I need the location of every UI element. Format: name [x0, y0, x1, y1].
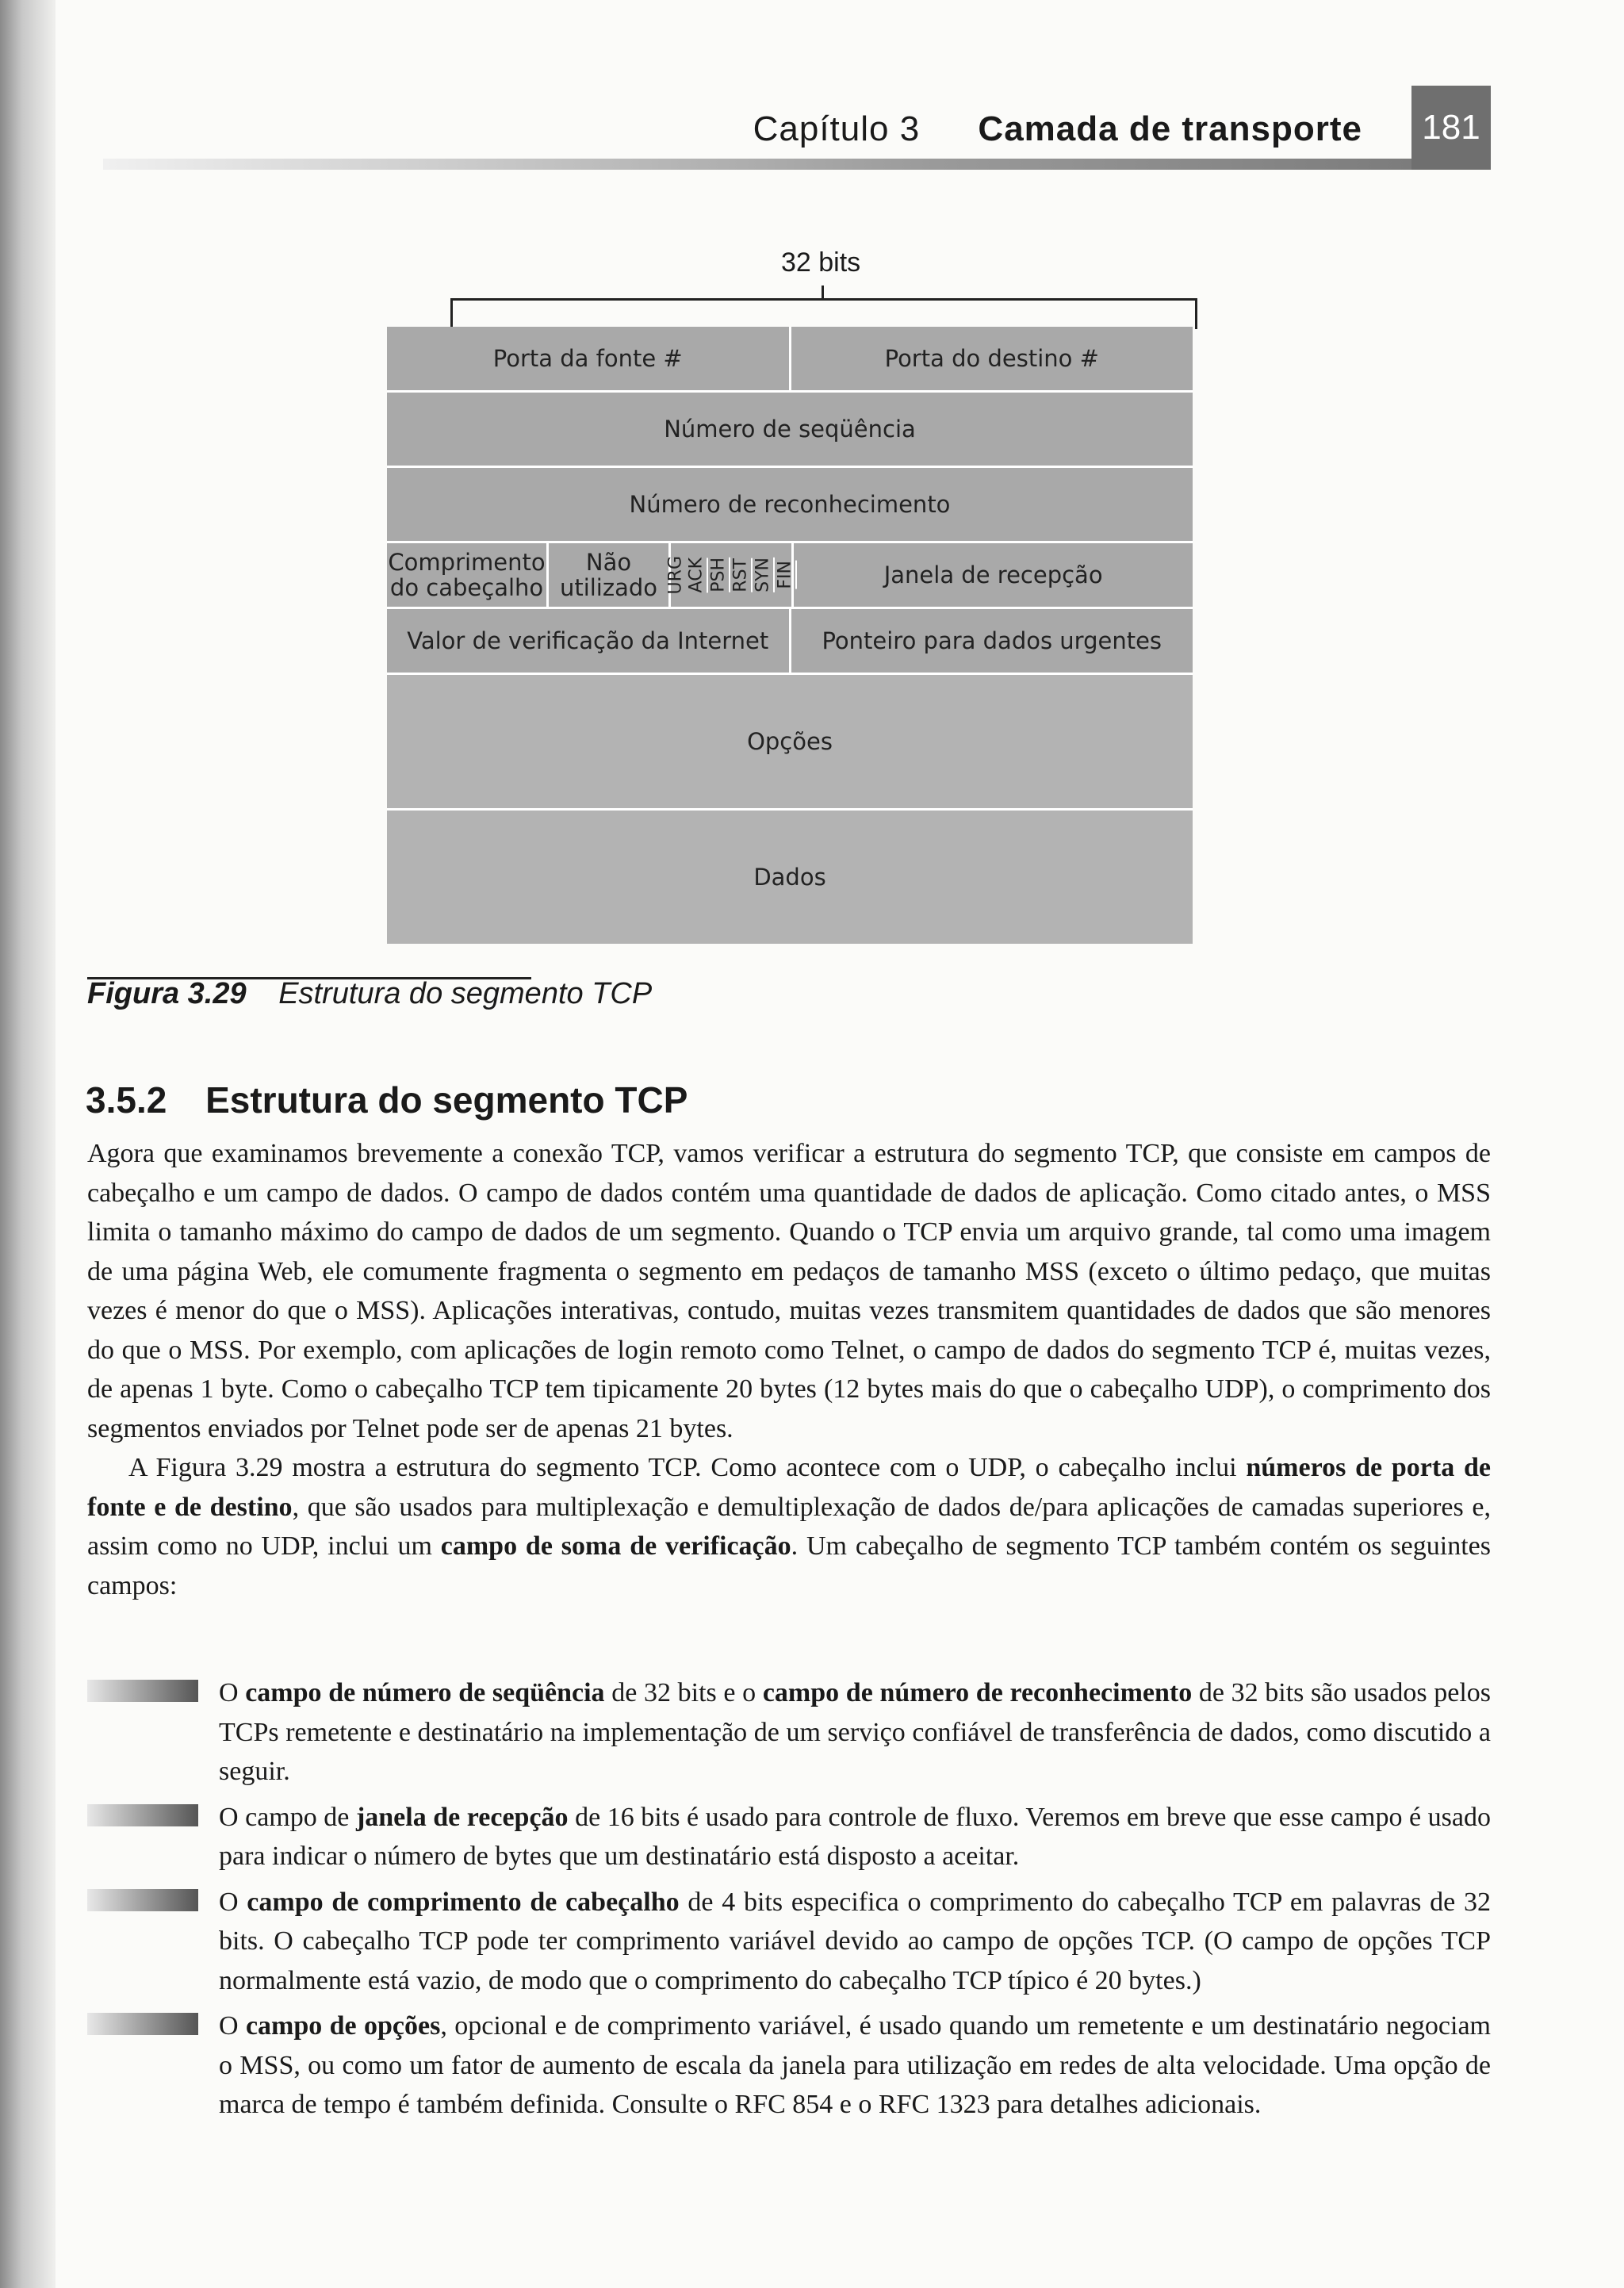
flag-psh: PSH	[708, 558, 730, 592]
bullet-bar-icon	[87, 1889, 198, 1911]
section-label: Camada de transporte	[978, 109, 1362, 148]
header-rule	[103, 159, 1491, 170]
list-item: O campo de opções, opcional e de comprimento variável, é usado quando um remetente e um destinatário negociam o MSS, ou como um fator de aumento de escala da janela para utilização em redes de alta velocidade. Uma opção de marca de tempo é também definida. Consulte o RFC 854 e o RFC 1323 para detalhes adicionais.	[87, 2006, 1491, 2125]
field-dest-port: Porta do destino #	[789, 327, 1193, 390]
scan-edge	[0, 0, 56, 2288]
list-item: O campo de janela de recepção de 16 bits é usado para controle de fluxo. Veremos em breve que esse campo é usado para indicar o número de bytes que um destinatário está disposto a aceitar.	[87, 1798, 1491, 1876]
field-unused: Não utilizado	[546, 543, 668, 607]
paragraph-2: A Figura 3.29 mostra a estrutura do segmento TCP. Como acontece com o UDP, o cabeçalho inclui números de porta de fonte e de destino, que são usados para multiplexação e demultiplexação de dados de/para aplicações de camadas superiores e, assim como no UDP, inclui um campo de soma de verificação. Um cabeçalho de segmento TCP também contém os seguintes campos:	[87, 1453, 1491, 1600]
field-receive-window: Janela de recepção	[791, 543, 1193, 607]
section-number: 3.5.2	[86, 1079, 167, 1121]
row-data	[387, 811, 1193, 944]
paragraph-1: Agora que examinamos brevemente a conexão TCP, vamos verificar a estrutura do segmento TCP, que consiste em campos de cabeçalho e um campo de dados. O campo de dados contém uma quantidade de dados de aplicação. Como citado antes, o MSS limita o tamanho máximo do campo de dados de um segmento. Quando o TCP envia um arquivo grande, tal como uma imagem de uma página Web, ele comumente fragmenta o segmento em pedaços de tamanho MSS (exceto o último pedaço, que muitas vezes é menor do que o MSS). Aplicações interativas, contudo, muitas vezes transmitem quantidades de dados que são menores do que o MSS. Por exemplo, com aplicações de login remoto como Telnet, o campo de dados do segmento TCP é, muitas vezes, de apenas 1 byte. Como o cabeçalho TCP tem tipicamente 20 bytes (12 bytes mais do que o cabeçalho UDP), o comprimento dos segmentos enviados por Telnet pode ser de apenas 21 bytes.	[87, 1139, 1491, 1443]
field-seq-number: Número de seqüência	[664, 416, 916, 443]
row-checksum	[387, 609, 1193, 675]
bullet-bar-icon	[87, 1804, 198, 1826]
field-checksum: Valor de verificação da Internet	[407, 627, 769, 654]
body-text	[87, 1134, 1491, 1605]
flag-syn: SYN	[753, 558, 775, 592]
list-item: O campo de comprimento de cabeçalho de 4 bits especifica o comprimento do cabeçalho TCP em palavras de 32 bits. O cabeçalho TCP pode ter comprimento variável devido ao campo de opções TCP. (O campo de opções TCP normalmente está vazio, de modo que o comprimento do cabeçalho TCP típico é 20 bytes.)	[87, 1883, 1491, 2001]
field-data: Dados	[753, 864, 826, 891]
field-header-length: Comprimento do cabeçalho	[388, 549, 546, 601]
section-title: Estrutura do segmento TCP	[205, 1079, 688, 1121]
flag-rst: RST	[730, 558, 753, 592]
tcp-segment-diagram	[387, 327, 1193, 944]
figure-label: Figura 3.29	[87, 977, 247, 1010]
figure-caption-text: Estrutura do segmento TCP	[278, 977, 653, 1010]
flag-bits	[665, 543, 795, 607]
row-flags	[387, 543, 1193, 609]
section-heading	[86, 1079, 688, 1121]
page-number: 181	[1411, 86, 1491, 170]
row-seq	[387, 393, 1193, 468]
bullet-bar-icon	[87, 1680, 198, 1702]
flag-ack: ACK	[686, 558, 708, 592]
row-ack	[387, 468, 1193, 543]
bits-label: 32 bits	[781, 247, 861, 278]
field-source-port: Porta da fonte #	[492, 345, 683, 372]
list-item: O campo de número de seqüência de 32 bits e o campo de número de reconhecimento de 32 bits são usados pelos TCPs remetente e destinatário na implementação de um serviço confiável de transferência de dados, como discutido a seguir.	[87, 1673, 1491, 1792]
figure-caption	[87, 977, 652, 1011]
field-list	[87, 1673, 1491, 2125]
flag-fin: FIN	[775, 561, 797, 589]
bullet-bar-icon	[87, 2013, 198, 2035]
row-options	[387, 675, 1193, 811]
row-ports	[387, 327, 1193, 393]
field-urgent-pointer: Ponteiro para dados urgentes	[789, 609, 1193, 673]
chapter-label: Capítulo 3	[753, 109, 921, 148]
field-ack-number: Número de reconhecimento	[629, 491, 951, 518]
flag-urg: URG	[665, 555, 686, 595]
width-bracket	[450, 298, 1197, 329]
field-options: Opções	[747, 728, 833, 755]
running-header	[753, 109, 1362, 149]
